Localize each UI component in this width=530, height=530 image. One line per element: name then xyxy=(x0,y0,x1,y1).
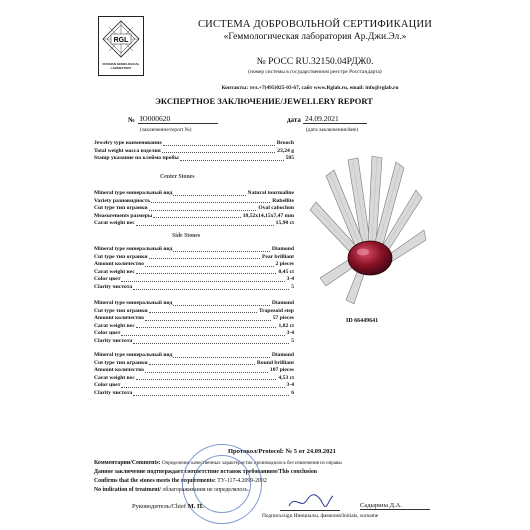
detail-label: Carat weight вес xyxy=(94,374,135,381)
detail-row xyxy=(94,190,294,197)
leader-dots xyxy=(173,357,270,358)
detail-label: Cut type тип огранки xyxy=(94,205,148,212)
report-date-caption: (дата заключения/date) xyxy=(306,127,359,133)
detail-label: Clarity чистота xyxy=(94,390,133,396)
leader-dots xyxy=(149,312,257,313)
detail-value: 23,24 g xyxy=(277,147,294,154)
leader-dots xyxy=(145,372,268,373)
leader-dots xyxy=(163,145,275,146)
comments-label: Комментарии/Comments: xyxy=(94,460,161,466)
detail-value: Oval cabochon xyxy=(258,205,294,212)
detail-label: Jewelry type наименование xyxy=(94,140,162,146)
leader-dots xyxy=(153,217,240,218)
detail-value: Brooch xyxy=(276,140,294,146)
detail-label: Cut type тип огранки xyxy=(94,253,148,260)
detail-value: Diamond xyxy=(271,300,294,306)
leader-dots xyxy=(136,273,277,274)
logo-caption: RUSSIAN GEMOLOGICAL LABORATORY xyxy=(102,62,140,70)
system-title: СИСТЕМА ДОБРОВОЛЬНОЙ СЕРТИФИКАЦИИ xyxy=(197,19,433,30)
detail-label: Cut type тип огранки xyxy=(94,359,148,366)
report-date-label: дата xyxy=(287,116,301,124)
detail-row xyxy=(94,246,294,253)
detail-label: Clarity чистота xyxy=(94,284,133,290)
leader-dots xyxy=(145,320,271,321)
detail-value: 57 pieces xyxy=(272,315,294,322)
seal-mark: М. П. xyxy=(187,503,204,510)
leader-dots xyxy=(180,160,284,161)
leader-dots xyxy=(136,327,277,328)
detail-value: Diamond xyxy=(271,246,294,252)
signer-name: Садырина Д.А. xyxy=(360,502,430,510)
detail-row xyxy=(94,198,294,205)
treatment-label: No indication of treatment/ xyxy=(94,487,162,493)
requirements-standard: ТУ-117-4.2099-2002 xyxy=(217,478,267,484)
registry-note: (номер системы в государственном реестре Росстандарта) xyxy=(248,69,382,75)
report-date: 24.09.2021 xyxy=(303,114,367,124)
logo-text: RGL xyxy=(113,37,129,44)
detail-label: Carat weight вес xyxy=(94,268,135,275)
detail-label: Mineral type минеральный вид xyxy=(94,190,173,196)
report-heading: ЭКСПЕРТНОЕ ЗАКЛЮЧЕНИЕ/JEWELLERY REPORT xyxy=(155,96,373,106)
leader-dots xyxy=(136,225,274,226)
leader-dots xyxy=(149,364,255,365)
requirements-label: Confirms that the stones meets the requirements: xyxy=(94,478,216,484)
leader-dots xyxy=(121,335,284,336)
leader-dots xyxy=(162,152,275,153)
detail-value: Pear brilliant xyxy=(261,253,294,260)
detail-label: Measurements размеры xyxy=(94,212,153,219)
detail-label: Color цвет xyxy=(94,276,121,283)
detail-row xyxy=(94,360,294,367)
leader-dots xyxy=(136,379,277,380)
rgl-emblem xyxy=(99,17,143,61)
detail-value: 3-4 xyxy=(286,382,294,389)
leader-dots xyxy=(133,289,289,290)
detail-value: 2 pieces xyxy=(275,261,294,268)
leader-dots xyxy=(133,343,289,344)
detail-value: 18,52x14,15x7,47 mm xyxy=(242,212,294,219)
detail-row xyxy=(94,382,294,389)
detail-label: Amount количество xyxy=(94,261,144,268)
detail-row xyxy=(94,205,294,212)
treatment-text: облагораживания не определялось. xyxy=(162,487,250,493)
detail-row xyxy=(94,338,294,345)
brooch-photo xyxy=(300,150,430,310)
detail-value: 3-4 xyxy=(286,330,294,337)
detail-label: Color цвет xyxy=(94,382,121,389)
comments-text: Определение качественных характеристик производилось без извлечения из оправы xyxy=(161,461,342,466)
lab-logo xyxy=(98,16,144,76)
detail-row xyxy=(94,148,294,155)
detail-row xyxy=(94,284,294,291)
detail-value: 4,53 ct xyxy=(278,374,294,381)
detail-row xyxy=(94,269,294,276)
protocol: Протокол/Protocol: № 5 от 24.09.2021 xyxy=(228,448,336,455)
detail-value: 15,90 ct xyxy=(275,220,294,227)
side-stones-title: Side Stones xyxy=(172,233,201,239)
lab-seal-stamp xyxy=(182,444,262,524)
detail-row xyxy=(94,330,294,337)
detail-label: Mineral type минеральный вид xyxy=(94,352,173,358)
detail-value: Diamond xyxy=(271,352,294,358)
leader-dots xyxy=(149,210,257,211)
detail-label: Stamp указание на клеймо пробы xyxy=(94,155,179,162)
detail-value: Rubellite xyxy=(272,197,294,204)
detail-label: Color цвет xyxy=(94,330,121,337)
detail-row xyxy=(94,213,294,220)
detail-row xyxy=(94,308,294,315)
detail-label: Variety разновидность xyxy=(94,197,151,204)
detail-value: 585 xyxy=(285,155,294,162)
detail-row xyxy=(94,315,294,322)
detail-label: Clarity чистота xyxy=(94,338,133,344)
comments-line-2: Данное заключение подтверждает соответствие вставок требованиям/This conclusion xyxy=(94,469,317,475)
detail-row xyxy=(94,155,294,162)
signature-caption: Подпись/sign Инициалы, фамилия/Initials, surname xyxy=(262,513,379,519)
detail-value: 5 xyxy=(291,284,294,290)
detail-label: Carat weight вес xyxy=(94,322,135,329)
contacts: Контакты: тел.+7(495)025-03-67, сайт www.Rglab.ru, email: info@rglab.ru xyxy=(221,85,399,91)
registry-number: № РОСС RU.32150.04РДЖ0. xyxy=(256,57,374,67)
detail-value: Natural tourmaline xyxy=(247,190,294,196)
detail-row xyxy=(94,300,294,307)
detail-value: 6 xyxy=(291,390,294,396)
detail-label: Amount количество xyxy=(94,315,144,322)
leader-dots xyxy=(149,258,260,259)
chief-title: Руководитель/Chief xyxy=(132,503,186,510)
detail-label: Amount количество xyxy=(94,367,144,374)
leader-dots xyxy=(173,195,245,196)
detail-value: Trapezoid step xyxy=(258,307,294,314)
detail-value: 0,45 ct xyxy=(278,268,294,275)
chief-label xyxy=(132,503,204,510)
report-number: Ю000620 xyxy=(138,114,218,124)
center-stones-title: Center Stones xyxy=(160,174,195,180)
detail-row xyxy=(94,367,294,374)
detail-row xyxy=(94,220,294,227)
leader-dots xyxy=(173,305,270,306)
detail-row xyxy=(94,390,294,397)
detail-row xyxy=(94,261,294,268)
report-number-label: № xyxy=(128,116,136,124)
leader-dots xyxy=(145,266,274,267)
detail-row xyxy=(94,276,294,283)
detail-row xyxy=(94,254,294,261)
rubellite-stone xyxy=(348,241,392,275)
leader-dots xyxy=(121,387,284,388)
detail-row xyxy=(94,375,294,382)
leader-dots xyxy=(173,251,270,252)
detail-value: 107 pieces xyxy=(269,367,294,374)
detail-label: Total weight масса изделия xyxy=(94,147,161,154)
detail-value: 3-4 xyxy=(286,276,294,283)
detail-label: Mineral type минеральный вид xyxy=(94,300,173,306)
detail-row xyxy=(94,140,294,147)
detail-value: Round brilliant xyxy=(256,359,294,366)
leader-dots xyxy=(133,395,289,396)
detail-row xyxy=(94,352,294,359)
detail-value: 1,82 ct xyxy=(278,322,294,329)
report-number-caption: (заключение/report №) xyxy=(140,127,192,133)
leader-dots xyxy=(151,202,270,203)
detail-label: Mineral type минеральный вид xyxy=(94,246,173,252)
detail-label: Cut type тип огранки xyxy=(94,307,148,314)
leader-dots xyxy=(121,281,284,282)
image-id: ID 66449641 xyxy=(346,318,379,324)
detail-row xyxy=(94,323,294,330)
detail-label: Carat weight вес xyxy=(94,220,135,227)
detail-value: 5 xyxy=(291,338,294,344)
lab-name: «Геммологическая лаборатория Ар.Джи.Эл.» xyxy=(223,32,407,42)
handwritten-signature xyxy=(285,492,335,512)
